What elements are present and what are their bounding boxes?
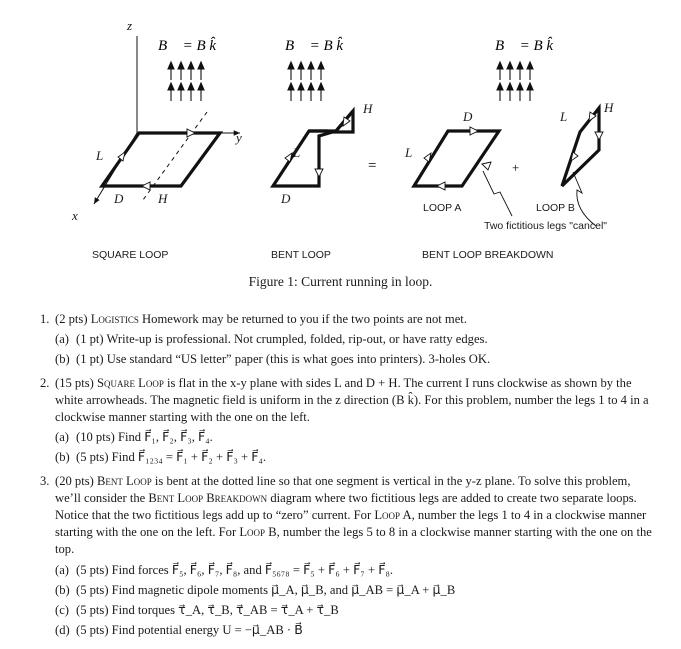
figure-1 xyxy=(0,0,681,300)
label-L: L xyxy=(293,145,301,160)
problem-1 xyxy=(40,311,655,369)
problem-number: 3. xyxy=(40,473,50,488)
axis-label-x: x xyxy=(72,208,78,223)
label-D: D xyxy=(463,109,473,124)
part-label: (c) xyxy=(55,603,69,618)
label-H: H xyxy=(363,101,373,116)
label-H: H xyxy=(604,100,614,115)
fictitious-note: Two fictitious legs "cancel" xyxy=(484,220,608,232)
problem-emphasis: Bent Loop Breakdown xyxy=(148,490,268,505)
axis-label-z: z xyxy=(127,18,133,33)
note-pointer xyxy=(483,171,512,216)
square-loop xyxy=(102,133,220,186)
problem-2 xyxy=(40,375,655,467)
loop-b-diagram xyxy=(562,108,603,186)
part-label: (a) xyxy=(55,332,69,347)
current-arrowhead xyxy=(470,127,478,135)
problem-text: , number the legs 1 to 4 in a clockwise manner starting with the one on the left. For xyxy=(55,508,647,540)
note-pointer xyxy=(573,172,596,226)
part-label: (a) xyxy=(55,430,69,445)
problem-points: (20 pts) xyxy=(55,473,94,488)
label-L: L xyxy=(96,148,104,163)
panel-title-bent: BENT LOOP xyxy=(271,249,331,261)
current-arrowhead xyxy=(343,117,350,126)
label-L: L xyxy=(560,109,568,124)
square-loop-diagram xyxy=(94,36,240,204)
label-D: D xyxy=(281,191,291,206)
part-text: (10 pts) Find F⃗₁, F⃗₂, F⃗₃, F⃗₄. xyxy=(76,430,213,445)
loop-a-label: LOOP A xyxy=(423,202,462,214)
problem-part xyxy=(55,582,655,599)
problem-points: (2 pts) xyxy=(55,312,88,326)
problem-part xyxy=(55,331,655,348)
problem-title: Logistics xyxy=(90,312,139,326)
problem-number: 2. xyxy=(40,375,50,390)
problem-number: 1. xyxy=(40,312,50,326)
problem-points: (15 pts) xyxy=(55,375,94,390)
label-D: D xyxy=(114,191,124,206)
field-arrows-bent xyxy=(288,62,324,101)
problem-part xyxy=(55,602,655,619)
equals-sign: = xyxy=(368,158,377,174)
plus-sign: + xyxy=(512,160,520,175)
fictitious-arrowhead xyxy=(482,162,491,170)
panel-title-breakdown: BENT LOOP BREAKDOWN xyxy=(422,249,554,261)
problem-part xyxy=(55,622,655,639)
bent-loop-diagram xyxy=(273,37,353,186)
field-label: B⃗ = B k̂ xyxy=(285,38,344,54)
problem-text: is flat in the x-y plane with sides L and D + H. The current I runs clockwise as shown by the white arrowheads. The magnetic field is uniform in the z direction (B k̂). For this problem, number the legs 1 to 4 in a clockwise manner starting with the one on the left. xyxy=(55,375,649,425)
problem-part xyxy=(55,351,655,368)
part-label: (b) xyxy=(55,450,70,465)
bent-loop xyxy=(273,111,353,186)
part-text: (5 pts) Find torques τ⃗_A, τ⃗_B, τ⃗_AB = τ⃗_A + τ⃗_B xyxy=(76,603,339,618)
problem-title: Bent Loop xyxy=(96,473,152,488)
part-text: (5 pts) Find magnetic dipole moments μ⃗_A, μ⃗_B, and μ⃗_AB = μ⃗_A + μ⃗_B xyxy=(76,582,456,597)
part-text: (1 pt) Write-up is professional. Not crumpled, folded, rip-out, or have ratty edges. xyxy=(76,332,488,347)
part-label: (a) xyxy=(55,562,69,577)
part-text: (5 pts) Find potential energy U = −μ⃗_AB · B⃗ xyxy=(76,623,303,638)
loop-b xyxy=(562,108,599,186)
field-arrows xyxy=(168,62,533,101)
part-text: (5 pts) Find F⃗₁₂₃₄ = F⃗₁ + F⃗₂ + F⃗₃ + F⃗₄. xyxy=(76,450,267,465)
part-text: (1 pt) Use standard “US letter” paper (this is what goes into printers). 3-holes OK. xyxy=(76,352,491,367)
problem-3 xyxy=(40,473,655,640)
label-L: L xyxy=(405,145,413,160)
label-H: H xyxy=(158,191,168,206)
field-arrows-breakdown xyxy=(497,62,533,101)
field-label: B⃗ = B k̂ xyxy=(158,38,217,54)
current-arrowhead xyxy=(437,182,445,190)
problem-title: Square Loop xyxy=(96,375,164,390)
field-label: B⃗ = B k̂ xyxy=(495,38,554,54)
part-text: (5 pts) Find forces F⃗₅, F⃗₆, F⃗₇, F⃗₈, and F⃗₅₆₇₈ = F⃗₅ + F⃗₆ + F⃗₇ + F⃗₈. xyxy=(76,562,393,577)
problem-list xyxy=(40,311,655,642)
part-label: (b) xyxy=(55,582,70,597)
problem-text: , number the legs 5 to 8 in a clockwise manner starting with the one on the top. xyxy=(55,525,652,557)
panel-title-square: SQUARE LOOP xyxy=(92,249,169,261)
figure-caption: Figure 1: Current running in loop. xyxy=(248,274,433,289)
field-arrows-square xyxy=(168,62,204,101)
loop-a-diagram xyxy=(414,37,553,190)
current-arrowhead xyxy=(187,129,195,137)
problem-text: is bent at the dotted line so that one segment is vertical in the y-z plane. To solve this problem, we’ll consider the xyxy=(55,473,631,505)
part-label: (b) xyxy=(55,352,70,367)
problem-text: Homework may be returned to you if the two points are not met. xyxy=(142,312,467,326)
current-arrowhead xyxy=(142,182,150,190)
problem-part xyxy=(55,562,655,579)
loop-b-label: LOOP B xyxy=(536,202,575,214)
current-arrowhead xyxy=(595,132,603,140)
problem-text: diagram where two fictitious legs are added to create two separate loops. Notice that the two fictitious legs add up to “zero” current. For xyxy=(55,490,637,523)
problem-emphasis: Loop A xyxy=(374,508,412,523)
problem-part xyxy=(55,429,655,446)
part-label: (d) xyxy=(55,623,70,638)
problem-part xyxy=(55,449,655,466)
current-arrowhead xyxy=(315,169,323,177)
axis-label-y: y xyxy=(236,130,242,145)
problem-emphasis: Loop B xyxy=(239,525,277,540)
